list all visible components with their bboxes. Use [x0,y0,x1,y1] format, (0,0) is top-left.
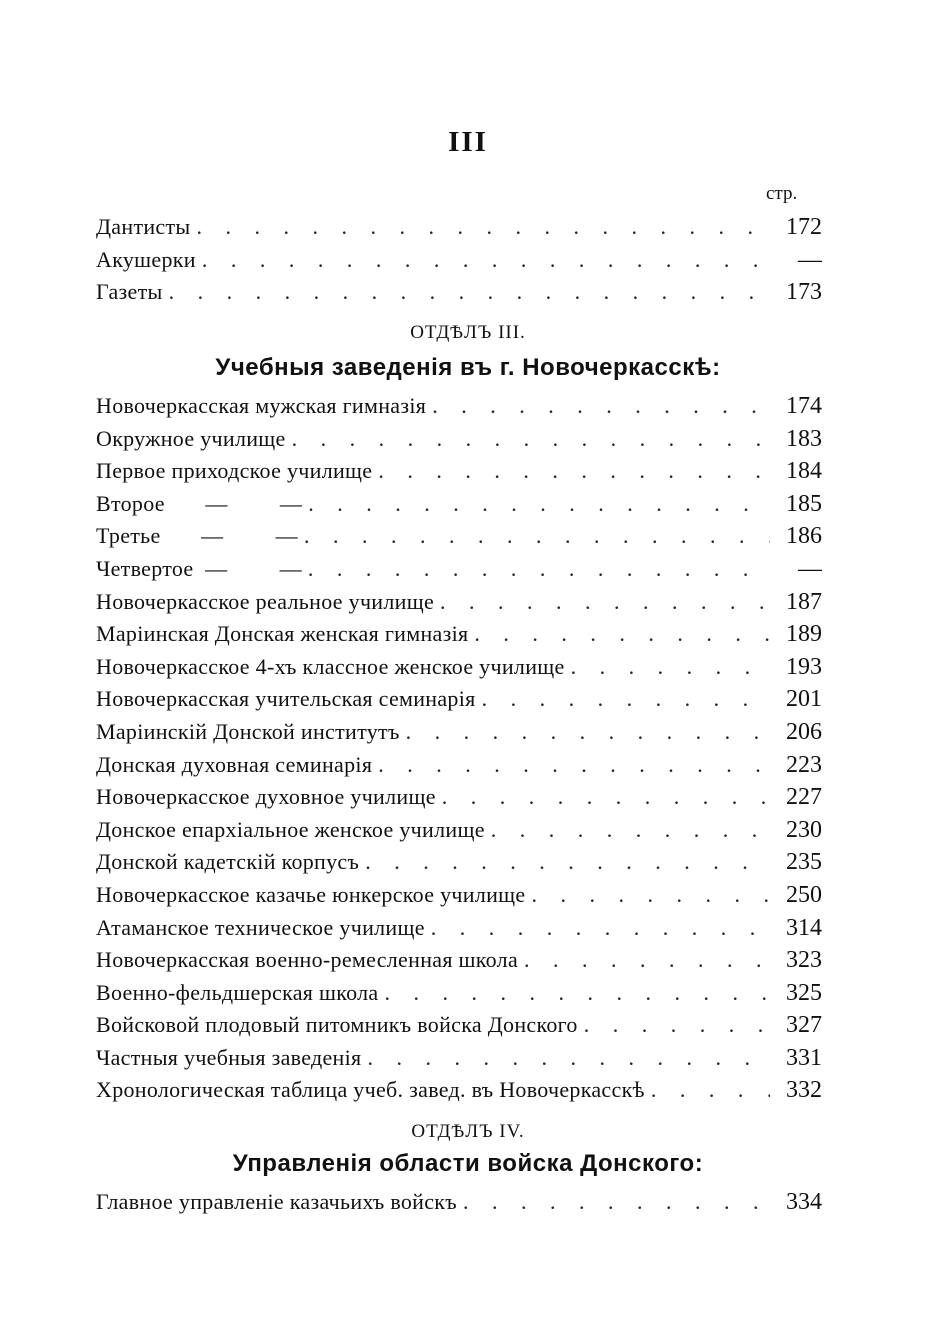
toc-entry [96,247,822,280]
dot-leader [584,1012,770,1038]
dot-leader [378,752,770,778]
toc-entry-page: 235 [786,849,822,876]
toc-entry-title: Акушерки [96,246,196,272]
toc-entry [96,279,822,312]
toc-entry [96,491,822,524]
dot-leader [292,426,770,452]
toc-entry-title: Новочеркасская военно-ремесленная школа [96,947,519,973]
dot-leader [378,458,770,484]
toc-list-section-4 [96,1189,822,1222]
toc-entry-title: Войсковой плодовый питомникъ войска Донского [96,1012,578,1038]
toc-entry-title: Новочеркасское казачье юнкерское училище [96,881,526,907]
dot-leader [406,719,770,745]
toc-entry-page: 206 [786,718,822,745]
toc-entry [96,947,822,980]
dot-leader [440,589,770,615]
toc-entry-title: Донское епархіальное женское училище [96,816,485,842]
dot-leader [169,279,770,305]
toc-entry-title: Газеты [96,279,163,305]
toc-entry [96,882,822,915]
section-3-heading: ОТДѢЛЪ III. [410,322,526,343]
toc-entry-title: Донская духовная семинарія [96,751,373,777]
toc-entry-page: 223 [786,751,822,778]
toc-entry-page: 325 [786,979,822,1006]
toc-entry [96,1012,822,1045]
dot-leader [482,686,770,712]
toc-entry-page: 172 [786,214,822,240]
dot-leader [308,491,770,517]
toc-entry-page: 331 [786,1044,822,1071]
toc-entry-page: 250 [786,881,822,908]
dot-leader [384,980,770,1006]
toc-entry-title: Маріинскій Донской институтъ [96,718,400,744]
dot-leader [202,247,770,273]
dot-leader [531,882,770,908]
toc-entry-title: Первое приходское училище [96,458,373,484]
toc-entry-title: Новочеркасская учительская семинарія [96,686,476,712]
toc-entry [96,915,822,948]
toc-entry-title: Атаманское техническое училище [96,914,425,940]
toc-entry-page: 187 [786,588,822,615]
toc-entry [96,686,822,719]
toc-entry-page: 227 [786,784,822,811]
toc-entry [96,752,822,785]
toc-entry-title: Дантисты [96,214,191,239]
toc-list-top [96,214,822,312]
dot-leader [524,947,770,973]
toc-entry-title: Новочеркасское духовное училище [96,784,436,810]
section-4-title: Управленія области войска Донского: [232,1150,704,1177]
toc-entry [96,1045,822,1078]
toc-entry-page: 314 [786,914,822,941]
toc-entry-page: 327 [786,1012,822,1039]
toc-entry-page: 189 [786,621,822,648]
toc-entry-page: 173 [786,279,822,306]
toc-entry [96,1189,822,1222]
dot-leader [365,849,770,875]
toc-entry-title: Второе — — [96,490,303,516]
toc-entry-page: — [798,555,822,582]
toc-entry [96,523,822,556]
dot-leader [463,1189,770,1215]
toc-entry-title: Военно-фельдшерская школа [96,979,379,1005]
toc-entry [96,817,822,850]
toc-entry-page: 230 [786,816,822,843]
toc-entry-page: 174 [786,393,822,419]
toc-entry-page: 332 [786,1077,822,1104]
dot-leader [442,784,770,810]
toc-entry-title: Хронологическая таблица учеб. завед. въ Новочеркасскѣ [96,1077,645,1103]
toc-entry [96,784,822,817]
toc-entry-page: 186 [786,523,822,550]
toc-entry [96,621,822,654]
dot-leader [474,621,770,647]
toc-entry [96,556,822,589]
toc-entry-title: Новочеркасское реальное училище [96,588,435,614]
section-3-title: Учебныя заведенія въ г. Новочеркасскѣ: [215,354,721,381]
toc-entry [96,458,822,491]
toc-list-section-3 [96,393,822,1110]
toc-entry-title: Частныя учебныя заведенія [96,1044,362,1070]
toc-entry-title: Окружное училище [96,425,286,451]
toc-entry-page: 185 [786,490,822,517]
toc-entry-page: — [798,246,822,273]
dot-leader [308,556,770,582]
dot-leader [367,1045,770,1071]
toc-entry-title: Новочеркасская мужская гимназія [96,393,427,418]
dot-leader [571,654,770,680]
toc-entry-title: Донской кадетскій корпусъ [96,849,360,875]
toc-entry-title: Четвертое — — [96,555,302,581]
toc-entry-title: Новочеркасское 4-хъ классное женское училище [96,653,565,679]
toc-entry-title: Главное управленіе казачьихъ войскъ [96,1189,457,1214]
toc-entry [96,980,822,1013]
page-column-label: стр. [766,183,798,204]
page-number: III [448,126,488,158]
toc-entry-title: Третье — — [96,523,298,549]
toc-entry-page: 193 [786,653,822,680]
dot-leader [304,523,770,549]
dot-leader [197,214,771,240]
toc-entry [96,719,822,752]
toc-entry [96,426,822,459]
toc-entry-page: 184 [786,458,822,485]
dot-leader [432,393,770,419]
toc-entry [96,849,822,882]
toc-entry-page: 201 [786,686,822,713]
dot-leader [431,915,770,941]
toc-entry [96,393,822,426]
toc-entry-page: 334 [786,1189,822,1215]
toc-entry [96,589,822,622]
dot-leader [651,1077,770,1103]
toc-entry-page: 183 [786,425,822,452]
toc-entry [96,1077,822,1110]
toc-entry [96,654,822,687]
toc-entry [96,214,822,247]
toc-entry-title: Маріинская Донская женская гимназія [96,621,469,647]
toc-entry-page: 323 [786,947,822,974]
dot-leader [491,817,770,843]
section-4-heading: ОТДѢЛЪ IV. [411,1121,525,1142]
